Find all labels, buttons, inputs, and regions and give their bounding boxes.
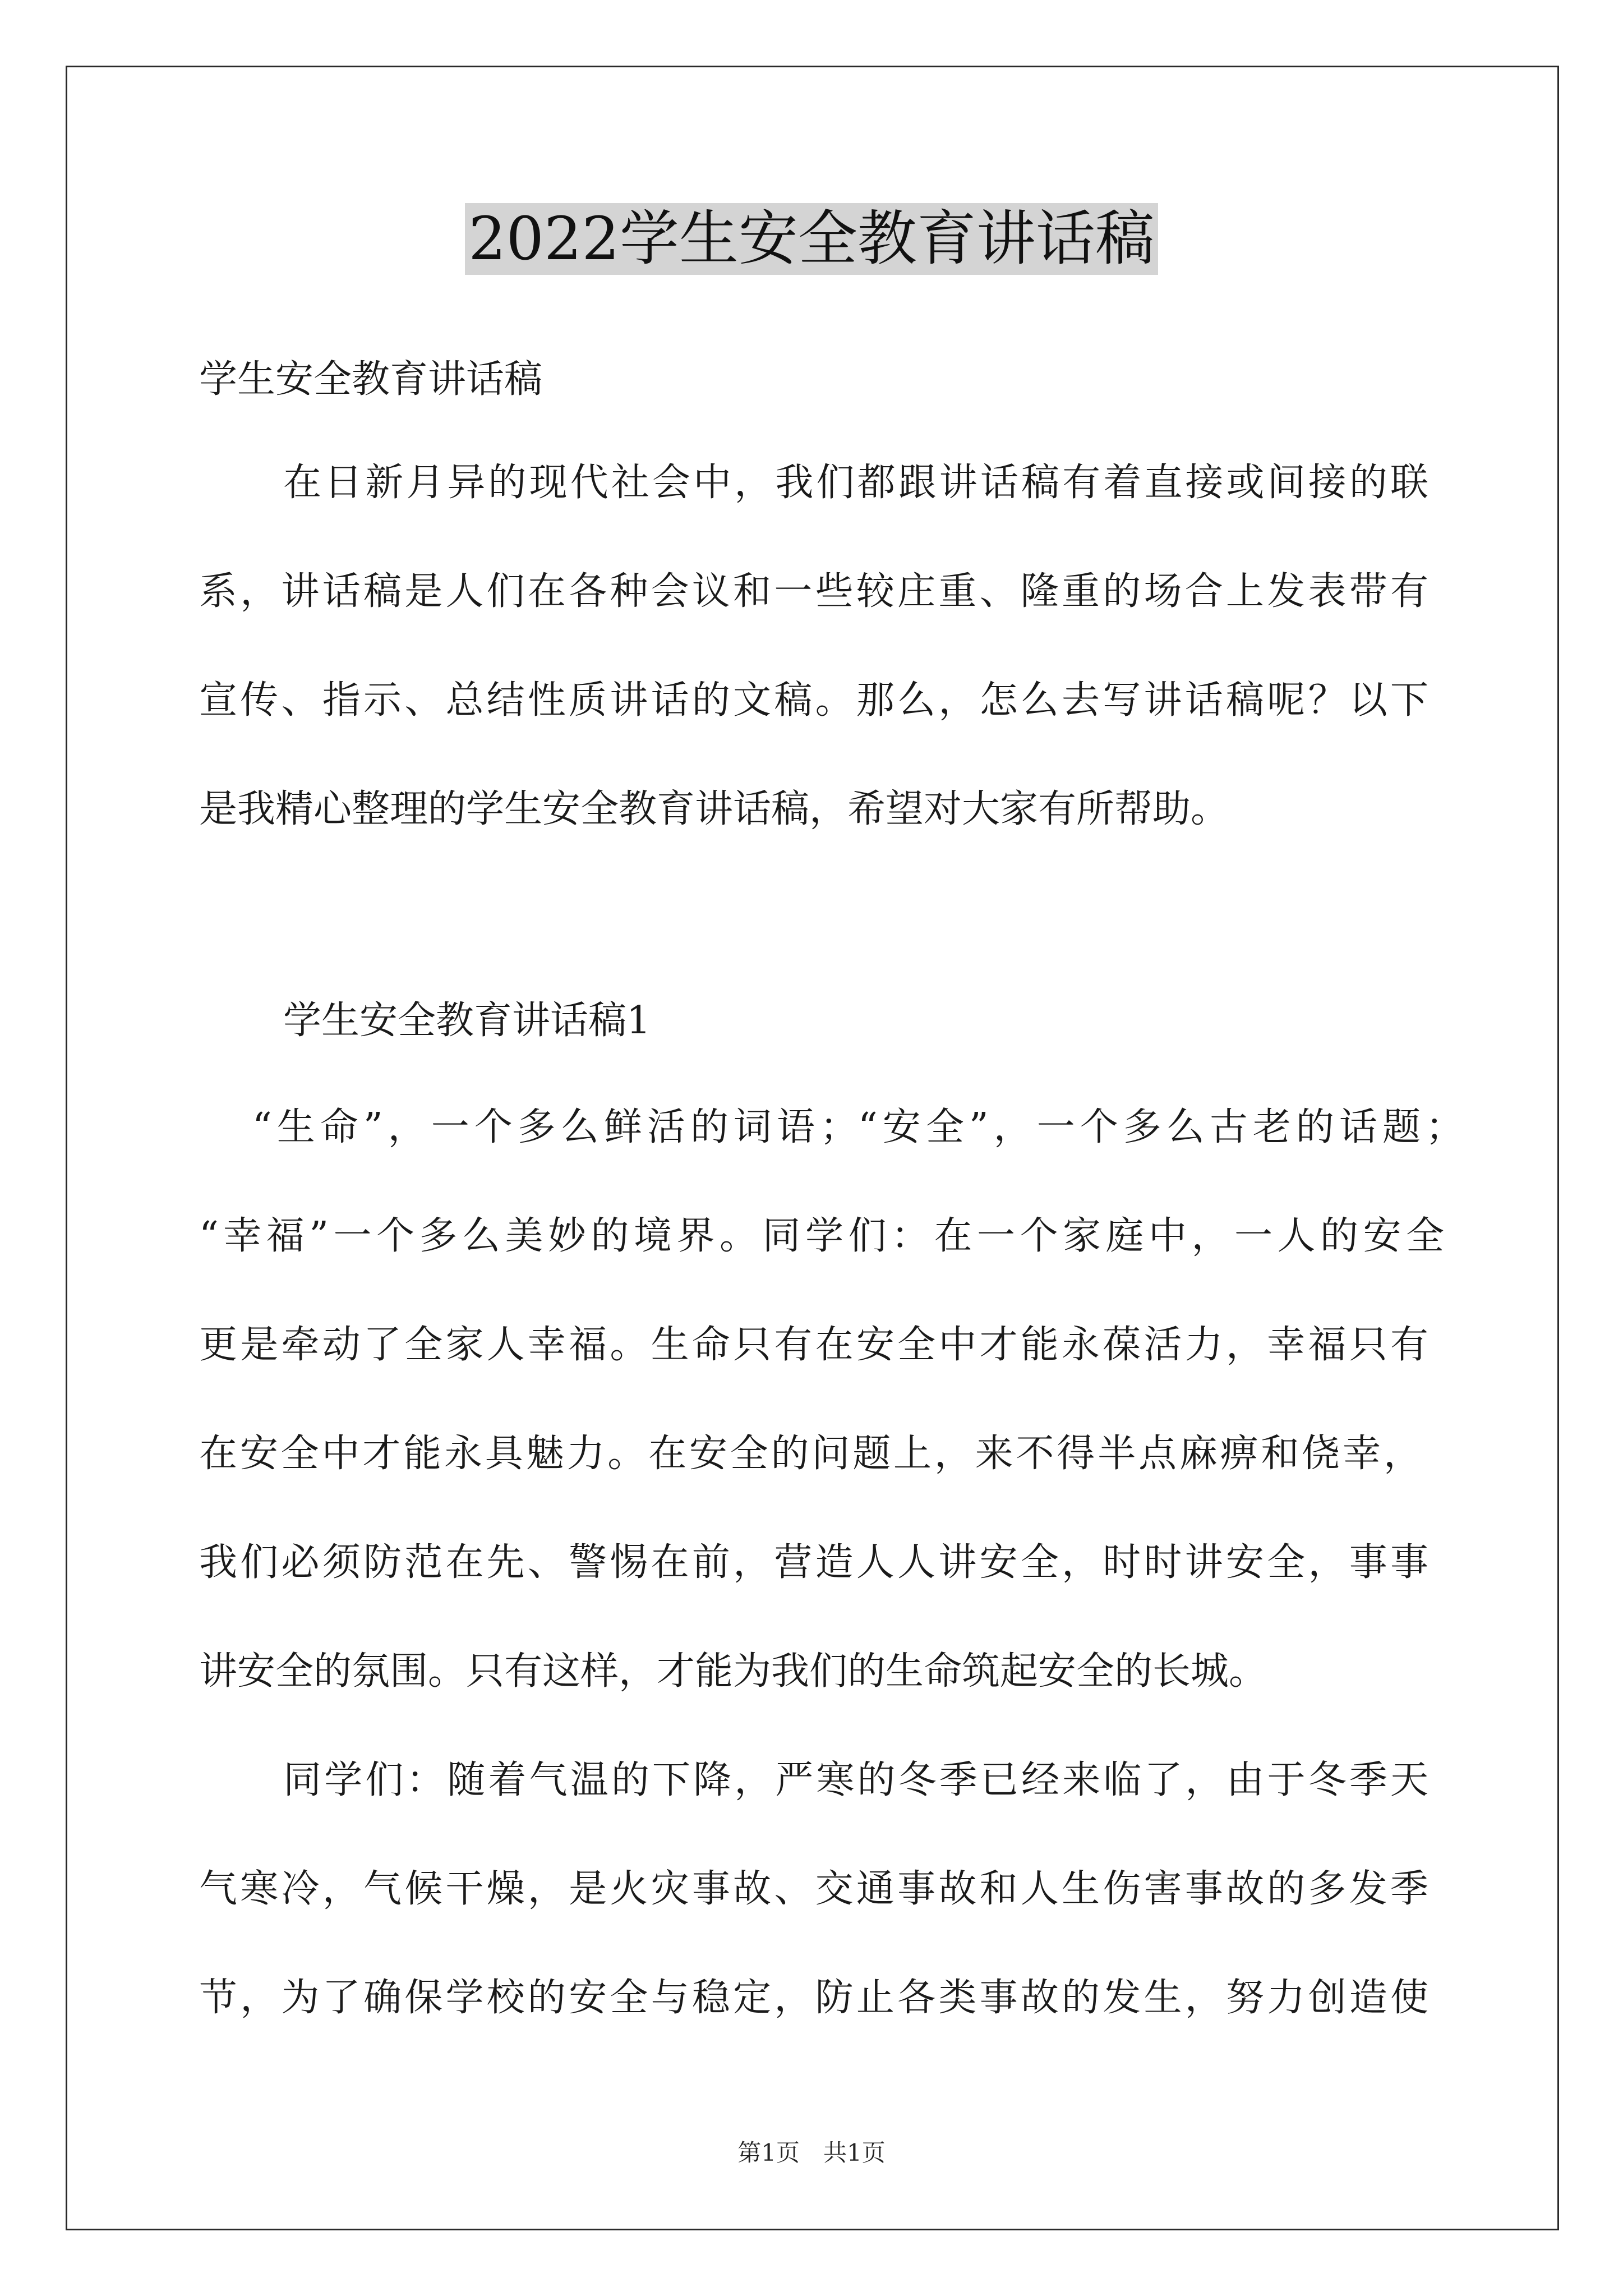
document-title: 2022学生安全教育讲话稿 (465, 203, 1158, 275)
page-number: 第1页 共1页 (737, 2139, 886, 2166)
paragraph-line: 我们必须防范在先、警惕在前，营造人人讲安全，时时讲安全，事事 (199, 1540, 1428, 1585)
paragraph-line: 在安全中才能永具魅力。在安全的问题上，来不得半点麻痹和侥幸， (199, 1432, 1422, 1476)
paragraph-line: 同学们：随着气温的下降，严寒的冬季已经来临了，由于冬季天 (283, 1758, 1428, 1802)
intro-line: 是我精心整理的学生安全教育讲话稿，希望对大家有所帮助。 (199, 787, 1229, 831)
paragraph-line: 气寒冷，气候干燥，是火灾事故、交通事故和人生伤害事故的多发季 (199, 1867, 1428, 1911)
intro-line: 在日新月异的现代社会中，我们都跟讲话稿有着直接或间接的联 (283, 461, 1428, 505)
document-subtitle: 学生安全教育讲话稿 (199, 357, 543, 402)
paragraph-line: 节，为了确保学校的安全与稳定，防止各类事故的发生，努力创造使 (199, 1976, 1428, 2020)
intro-line: 系，讲话稿是人们在各种会议和一些较庄重、隆重的场合上发表带有 (199, 569, 1428, 614)
intro-line: 宣传、指示、总结性质讲话的文稿。那么，怎么去写讲话稿呢？以下 (199, 678, 1428, 723)
paragraph-line: “幸福”一个多么美妙的境界。同学们：在一个家庭中，一人的安全 (199, 1214, 1444, 1258)
paragraph-line: “生命”，一个多么鲜活的词语；“安全”，一个多么古老的话题； (252, 1105, 1464, 1149)
title-container (0, 203, 1623, 275)
section-heading: 学生安全教育讲话稿1 (283, 999, 651, 1043)
paragraph-line: 讲安全的氛围。只有这样，才能为我们的生命筑起安全的长城。 (199, 1649, 1267, 1694)
paragraph-line: 更是牵动了全家人幸福。生命只有在安全中才能永葆活力，幸福只有 (199, 1323, 1428, 1367)
